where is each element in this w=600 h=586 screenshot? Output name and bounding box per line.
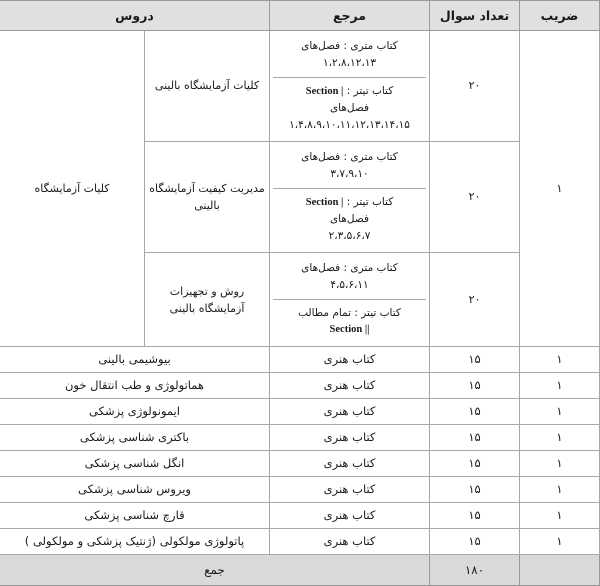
reference-cell: کتاب هنری: [270, 477, 430, 503]
coefficient-cell: ۱: [520, 503, 600, 529]
reference-cell: کتاب هنری: [270, 503, 430, 529]
reference-sublabel: فصل‌های: [329, 213, 370, 226]
reference-cell: [270, 141, 430, 252]
reference-chapters: ۱،۲،۸،۱۲،۱۳: [322, 56, 377, 69]
table-header-row: [0, 1, 600, 31]
coefficient-cell: ۱: [520, 477, 600, 503]
reference-part: [273, 77, 426, 139]
course-cell: قارچ شناسی پزشکی: [0, 503, 270, 529]
reference-section: Section |: [305, 196, 344, 208]
table-row: [0, 373, 600, 399]
course-cell: هماتولوژی و طب انتقال خون: [0, 373, 270, 399]
reference-chapters: ۲،۳،۵،۶،۷: [328, 230, 371, 243]
table-row: [0, 399, 600, 425]
total-question-count: ۱۸۰: [430, 555, 520, 586]
reference-cell: [270, 31, 430, 142]
coefficient-cell: ۱: [520, 451, 600, 477]
question-count-cell: ۱۵: [430, 425, 520, 451]
question-count-cell: ۲۰: [430, 141, 520, 252]
question-count-cell: ۲۰: [430, 31, 520, 142]
table-row: [0, 529, 600, 555]
reference-label: کتاب تیتر :: [346, 84, 394, 97]
table-row: [0, 477, 600, 503]
reference-label: کتاب متری : فصل‌های: [301, 261, 398, 274]
course-cell: بیوشیمی بالینی: [0, 347, 270, 373]
reference-chapters: ۴،۵،۶،۱۱: [330, 278, 369, 291]
reference-cell: کتاب هنری: [270, 399, 430, 425]
question-count-cell: ۱۵: [430, 503, 520, 529]
reference-chapters: ۱،۴،۸،۹،۱۰،۱۱،۱۲،۱۳،۱۴،۱۵: [289, 119, 410, 132]
total-label: جمع: [0, 555, 430, 586]
header-reference: مرجع: [270, 1, 430, 31]
coefficient-cell: ۱: [520, 347, 600, 373]
course-cell: انگل شناسی پزشکی: [0, 451, 270, 477]
course-cell: ایمونولوژی پزشکی: [0, 399, 270, 425]
course-cell: ویروس شناسی پزشکی: [0, 477, 270, 503]
header-question-count: تعداد سوال: [430, 1, 520, 31]
table-row: [0, 347, 600, 373]
reference-chapters: ۳،۷،۹،۱۰: [330, 167, 369, 180]
table-row: [0, 451, 600, 477]
reference-cell: [270, 252, 430, 346]
group-coefficient: ۱: [520, 31, 600, 347]
header-coefficient: ضریب: [520, 1, 600, 31]
subject-cell: مدیریت کیفیت آزمایشگاه بالینی: [145, 141, 270, 252]
subject-cell: کلیات آزمایشگاه بالینی: [145, 31, 270, 142]
reference-label: کتاب متری : فصل‌های: [301, 40, 398, 52]
reference-sublabel: فصل‌های: [329, 102, 370, 115]
reference-part: [273, 33, 426, 77]
reference-cell: کتاب هنری: [270, 529, 430, 555]
course-cell: باکتری شناسی پزشکی: [0, 425, 270, 451]
question-count-cell: ۱۵: [430, 451, 520, 477]
reference-label: کتاب تیتر : تمام مطالب: [298, 306, 401, 319]
question-count-cell: ۲۰: [430, 252, 520, 346]
total-coefficient-cell: [520, 555, 600, 586]
question-count-cell: ۱۵: [430, 373, 520, 399]
total-row: [0, 555, 600, 586]
reference-label: کتاب تیتر :: [346, 195, 394, 208]
question-count-cell: ۱۵: [430, 347, 520, 373]
question-count-cell: ۱۵: [430, 477, 520, 503]
reference-part: [273, 255, 426, 299]
reference-section: Section ||: [329, 324, 370, 336]
header-courses: دروس: [0, 1, 270, 31]
reference-section: Section |: [305, 85, 344, 97]
reference-part: [273, 144, 426, 188]
coefficient-cell: ۱: [520, 529, 600, 555]
reference-part: [273, 299, 426, 345]
question-count-cell: ۱۵: [430, 399, 520, 425]
reference-part: [273, 188, 426, 250]
reference-cell: کتاب هنری: [270, 347, 430, 373]
table-row: [0, 31, 600, 142]
reference-cell: کتاب هنری: [270, 451, 430, 477]
reference-cell: کتاب هنری: [270, 425, 430, 451]
course-cell: پاتولوژی مولکولی (ژنتیک پزشکی و مولکولی ): [0, 529, 270, 555]
reference-label: کتاب متری : فصل‌های: [301, 150, 398, 163]
coefficient-cell: ۱: [520, 425, 600, 451]
coefficient-cell: ۱: [520, 373, 600, 399]
table-row: [0, 503, 600, 529]
course-group-cell: کلیات آزمایشگاه: [0, 31, 145, 347]
coefficient-cell: ۱: [520, 399, 600, 425]
table-row: [0, 425, 600, 451]
reference-cell: کتاب هنری: [270, 373, 430, 399]
subject-cell: روش و تجهیزات آزمایشگاه بالینی: [145, 252, 270, 346]
question-count-cell: ۱۵: [430, 529, 520, 555]
